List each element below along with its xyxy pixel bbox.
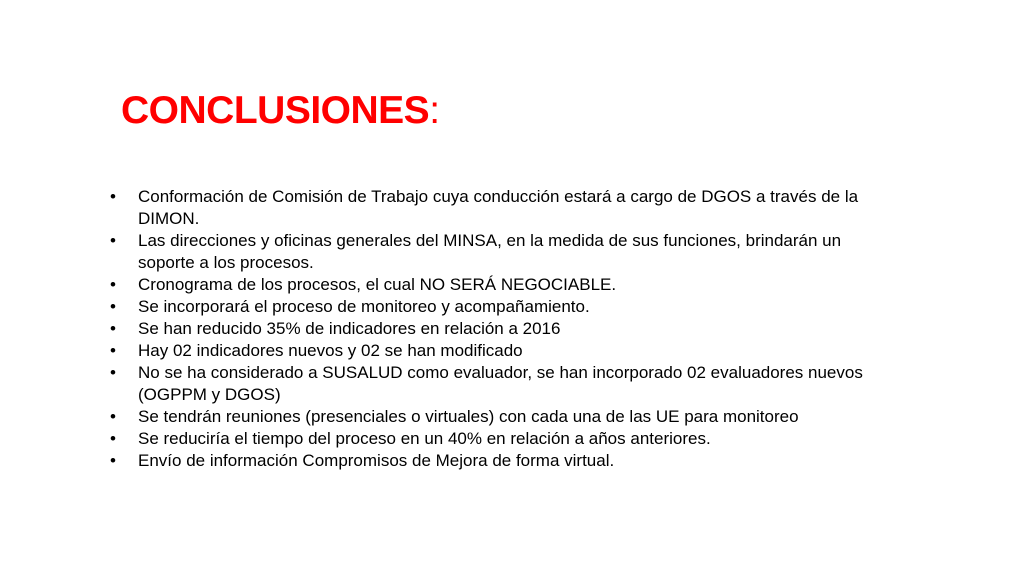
bullet-icon: • [110, 363, 116, 382]
conclusions-list [110, 186, 890, 472]
list-item [110, 340, 890, 362]
list-item [110, 428, 890, 450]
list-item-text: Las direcciones y oficinas generales del MINSA, en la medida de sus funciones, brindarán un soporte a los procesos. [138, 231, 842, 272]
list-item-text: Se tendrán reuniones (presenciales o virtuales) con cada una de las UE para monitoreo [138, 407, 799, 426]
list-item [110, 450, 890, 472]
list-item-text: Se han reducido 35% de indicadores en relación a 2016 [138, 319, 561, 338]
slide-title [121, 88, 440, 134]
list-item-text: Cronograma de los procesos, el cual NO SERÁ NEGOCIABLE. [138, 275, 617, 294]
list-item-text: Envío de información Compromisos de Mejora de forma virtual. [138, 451, 615, 470]
bullet-icon: • [110, 341, 116, 360]
list-item [110, 362, 890, 406]
slide-title-text: CONCLUSIONES [121, 89, 430, 132]
bullet-icon: • [110, 407, 116, 426]
list-item [110, 186, 890, 230]
list-item-text: Conformación de Comisión de Trabajo cuya conducción estará a cargo de DGOS a través de la DIMON. [138, 187, 859, 228]
list-item-text: Se reduciría el tiempo del proceso en un 40% en relación a años anteriores. [138, 429, 711, 448]
bullet-icon: • [110, 319, 116, 338]
list-item-text: Se incorporará el proceso de monitoreo y acompañamiento. [138, 297, 590, 316]
list-item [110, 230, 890, 274]
bullet-icon: • [110, 275, 116, 294]
bullet-icon: • [110, 297, 116, 316]
bullet-icon: • [110, 231, 116, 250]
list-item-text: No se ha considerado a SUSALUD como evaluador, se han incorporado 02 evaluadores nuevos (OGPPM y DGOS) [138, 363, 863, 404]
bullet-icon: • [110, 451, 116, 470]
slide-title-colon: : [429, 89, 440, 132]
list-item [110, 274, 890, 296]
list-item [110, 406, 890, 428]
list-item [110, 318, 890, 340]
list-item [110, 296, 890, 318]
bullet-icon: • [110, 429, 116, 448]
bullet-icon: • [110, 187, 116, 206]
list-item-text: Hay 02 indicadores nuevos y 02 se han modificado [138, 341, 523, 360]
